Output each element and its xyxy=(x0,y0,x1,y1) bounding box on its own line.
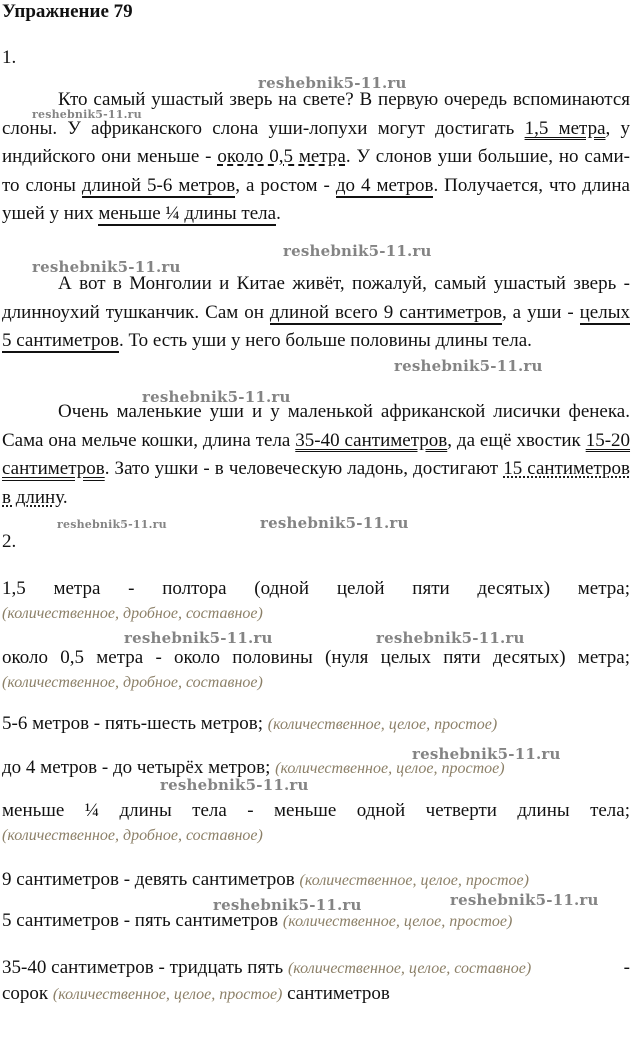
watermark: reshebnik5-11.ru xyxy=(258,74,407,92)
paragraph-1-text: . xyxy=(276,203,281,224)
entry-3 xyxy=(2,712,630,737)
entry-classification: (количественное, целое, простое) xyxy=(275,760,505,777)
entry-text: сорок xyxy=(2,983,49,1004)
section-1-label: 1. xyxy=(2,47,17,68)
section-2-label: 2. xyxy=(2,531,17,552)
entry-classification: (количественное, дробное, составное) xyxy=(2,605,263,622)
paragraph-3-text: , да ещё хвостик xyxy=(447,429,586,451)
entry-text: 1,5 метра - полтора (одной целой пяти десятых) метра; xyxy=(2,578,630,599)
entry-1 xyxy=(2,577,630,601)
paragraph-2-text: А вот в Монголии и Китае живёт, пожалуй, самый ушастый зверь - длинноухий тушканчик. Сам он xyxy=(2,273,630,323)
watermark: reshebnik5-11.ru xyxy=(394,357,543,375)
entry-text: 35-40 сантиметров - тридцать пять xyxy=(2,957,284,978)
watermark: reshebnik5-11.ru xyxy=(412,745,561,763)
entry-classification: (количественное, целое, простое) xyxy=(299,872,529,889)
exercise-title: Упражнение 79 xyxy=(2,1,133,22)
watermark: reshebnik5-11.ru xyxy=(160,776,309,794)
paragraph-3-text: . Зато ушки - в человеческую ладонь, достигают xyxy=(104,458,504,479)
paragraph-1-text: , а ростом - xyxy=(235,174,336,196)
paragraph-1-text: . Получается, что длина ушей у них xyxy=(2,174,630,224)
entry-classification: (количественное, целое, составное) xyxy=(287,960,532,977)
entry-8 xyxy=(2,956,630,981)
entry-text: 5 сантиметров - пять сантиметров xyxy=(2,910,279,931)
paragraph-1-text: , у индийского они меньше - xyxy=(2,117,630,167)
entry-text: около 0,5 метра - около половины (нуля целых пяти десятых) метра; xyxy=(2,647,630,668)
numeral-phrase: длиной всего 9 сантиметров xyxy=(269,301,502,323)
watermark: reshebnik5-11.ru xyxy=(283,242,432,260)
entry-text: 9 сантиметров - девять сантиметров xyxy=(2,869,295,890)
entry-2-class xyxy=(2,670,630,695)
entry-classification: (количественное, целое, простое) xyxy=(267,716,498,733)
entry-classification: (количественное, целое, простое) xyxy=(52,986,283,1003)
paragraph-3-text: . xyxy=(62,486,68,508)
watermark: reshebnik5-11.ru xyxy=(376,629,525,647)
watermark: reshebnik5-11.ru xyxy=(32,258,181,276)
watermark: reshebnik5-11.ru xyxy=(32,108,142,121)
entry-6 xyxy=(2,868,630,893)
entry-dash: - xyxy=(623,957,630,978)
entry-5 xyxy=(2,799,630,823)
entry-text: меньше ¼ длины тела - меньше одной четверти длины тела; xyxy=(2,800,630,821)
entry-text: 5-6 метров - пять-шесть метров; xyxy=(2,713,263,734)
entry-classification: (количественное, дробное, составное) xyxy=(2,674,263,691)
watermark: reshebnik5-11.ru xyxy=(213,896,362,914)
entry-text: сантиметров xyxy=(287,983,390,1004)
numeral-phrase: целых 5 сантиметров xyxy=(2,301,630,351)
entry-8-cont xyxy=(2,982,630,1007)
watermark: reshebnik5-11.ru xyxy=(57,518,167,531)
numeral-phrase: до 4 метров xyxy=(335,174,434,196)
paragraph-2 xyxy=(2,270,630,356)
numeral-phrase: длиной 5-6 метров xyxy=(81,174,236,196)
numeral-phrase: около 0,5 метра xyxy=(217,146,346,167)
entry-1-class xyxy=(2,601,630,626)
entry-classification: (количественное, дробное, составное) xyxy=(2,827,263,844)
watermark: reshebnik5-11.ru xyxy=(450,891,599,909)
entry-2 xyxy=(2,646,630,670)
numeral-phrase: 1,5 метра xyxy=(524,117,606,139)
numeral-phrase: 15-20 сантиметров xyxy=(2,429,631,479)
watermark: reshebnik5-11.ru xyxy=(142,388,291,406)
numeral-phrase: 15 сантиметров в длину xyxy=(2,458,630,508)
numeral-phrase: меньше ¼ длины тела xyxy=(98,203,277,224)
paragraph-1-text: . У слонов уши большие, но сами-то слоны xyxy=(2,146,631,196)
paragraph-3 xyxy=(2,398,630,512)
numeral-phrase: 35-40 сантиметров xyxy=(295,429,448,451)
paragraph-1-text: Кто самый ушастый зверь на свете? В первую очередь вспоминаются слоны. У африканского слона уши-лопухи могут достигать xyxy=(2,89,630,139)
watermark: reshebnik5-11.ru xyxy=(124,629,273,647)
paragraph-2-text: . То есть уши у него больше половины длины тела. xyxy=(118,330,532,351)
entry-classification: (количественное, целое, простое) xyxy=(282,913,513,930)
entry-5-class xyxy=(2,823,630,848)
paragraph-2-text: , а уши - xyxy=(501,301,580,323)
watermark: reshebnik5-11.ru xyxy=(260,514,409,532)
entry-text: до 4 метров - до четырёх метров; xyxy=(2,757,271,778)
paragraph-3-text: Очень маленькие уши и у маленькой африканской лисички фенека. Сама она мельче кошки, длина тела xyxy=(2,401,630,451)
